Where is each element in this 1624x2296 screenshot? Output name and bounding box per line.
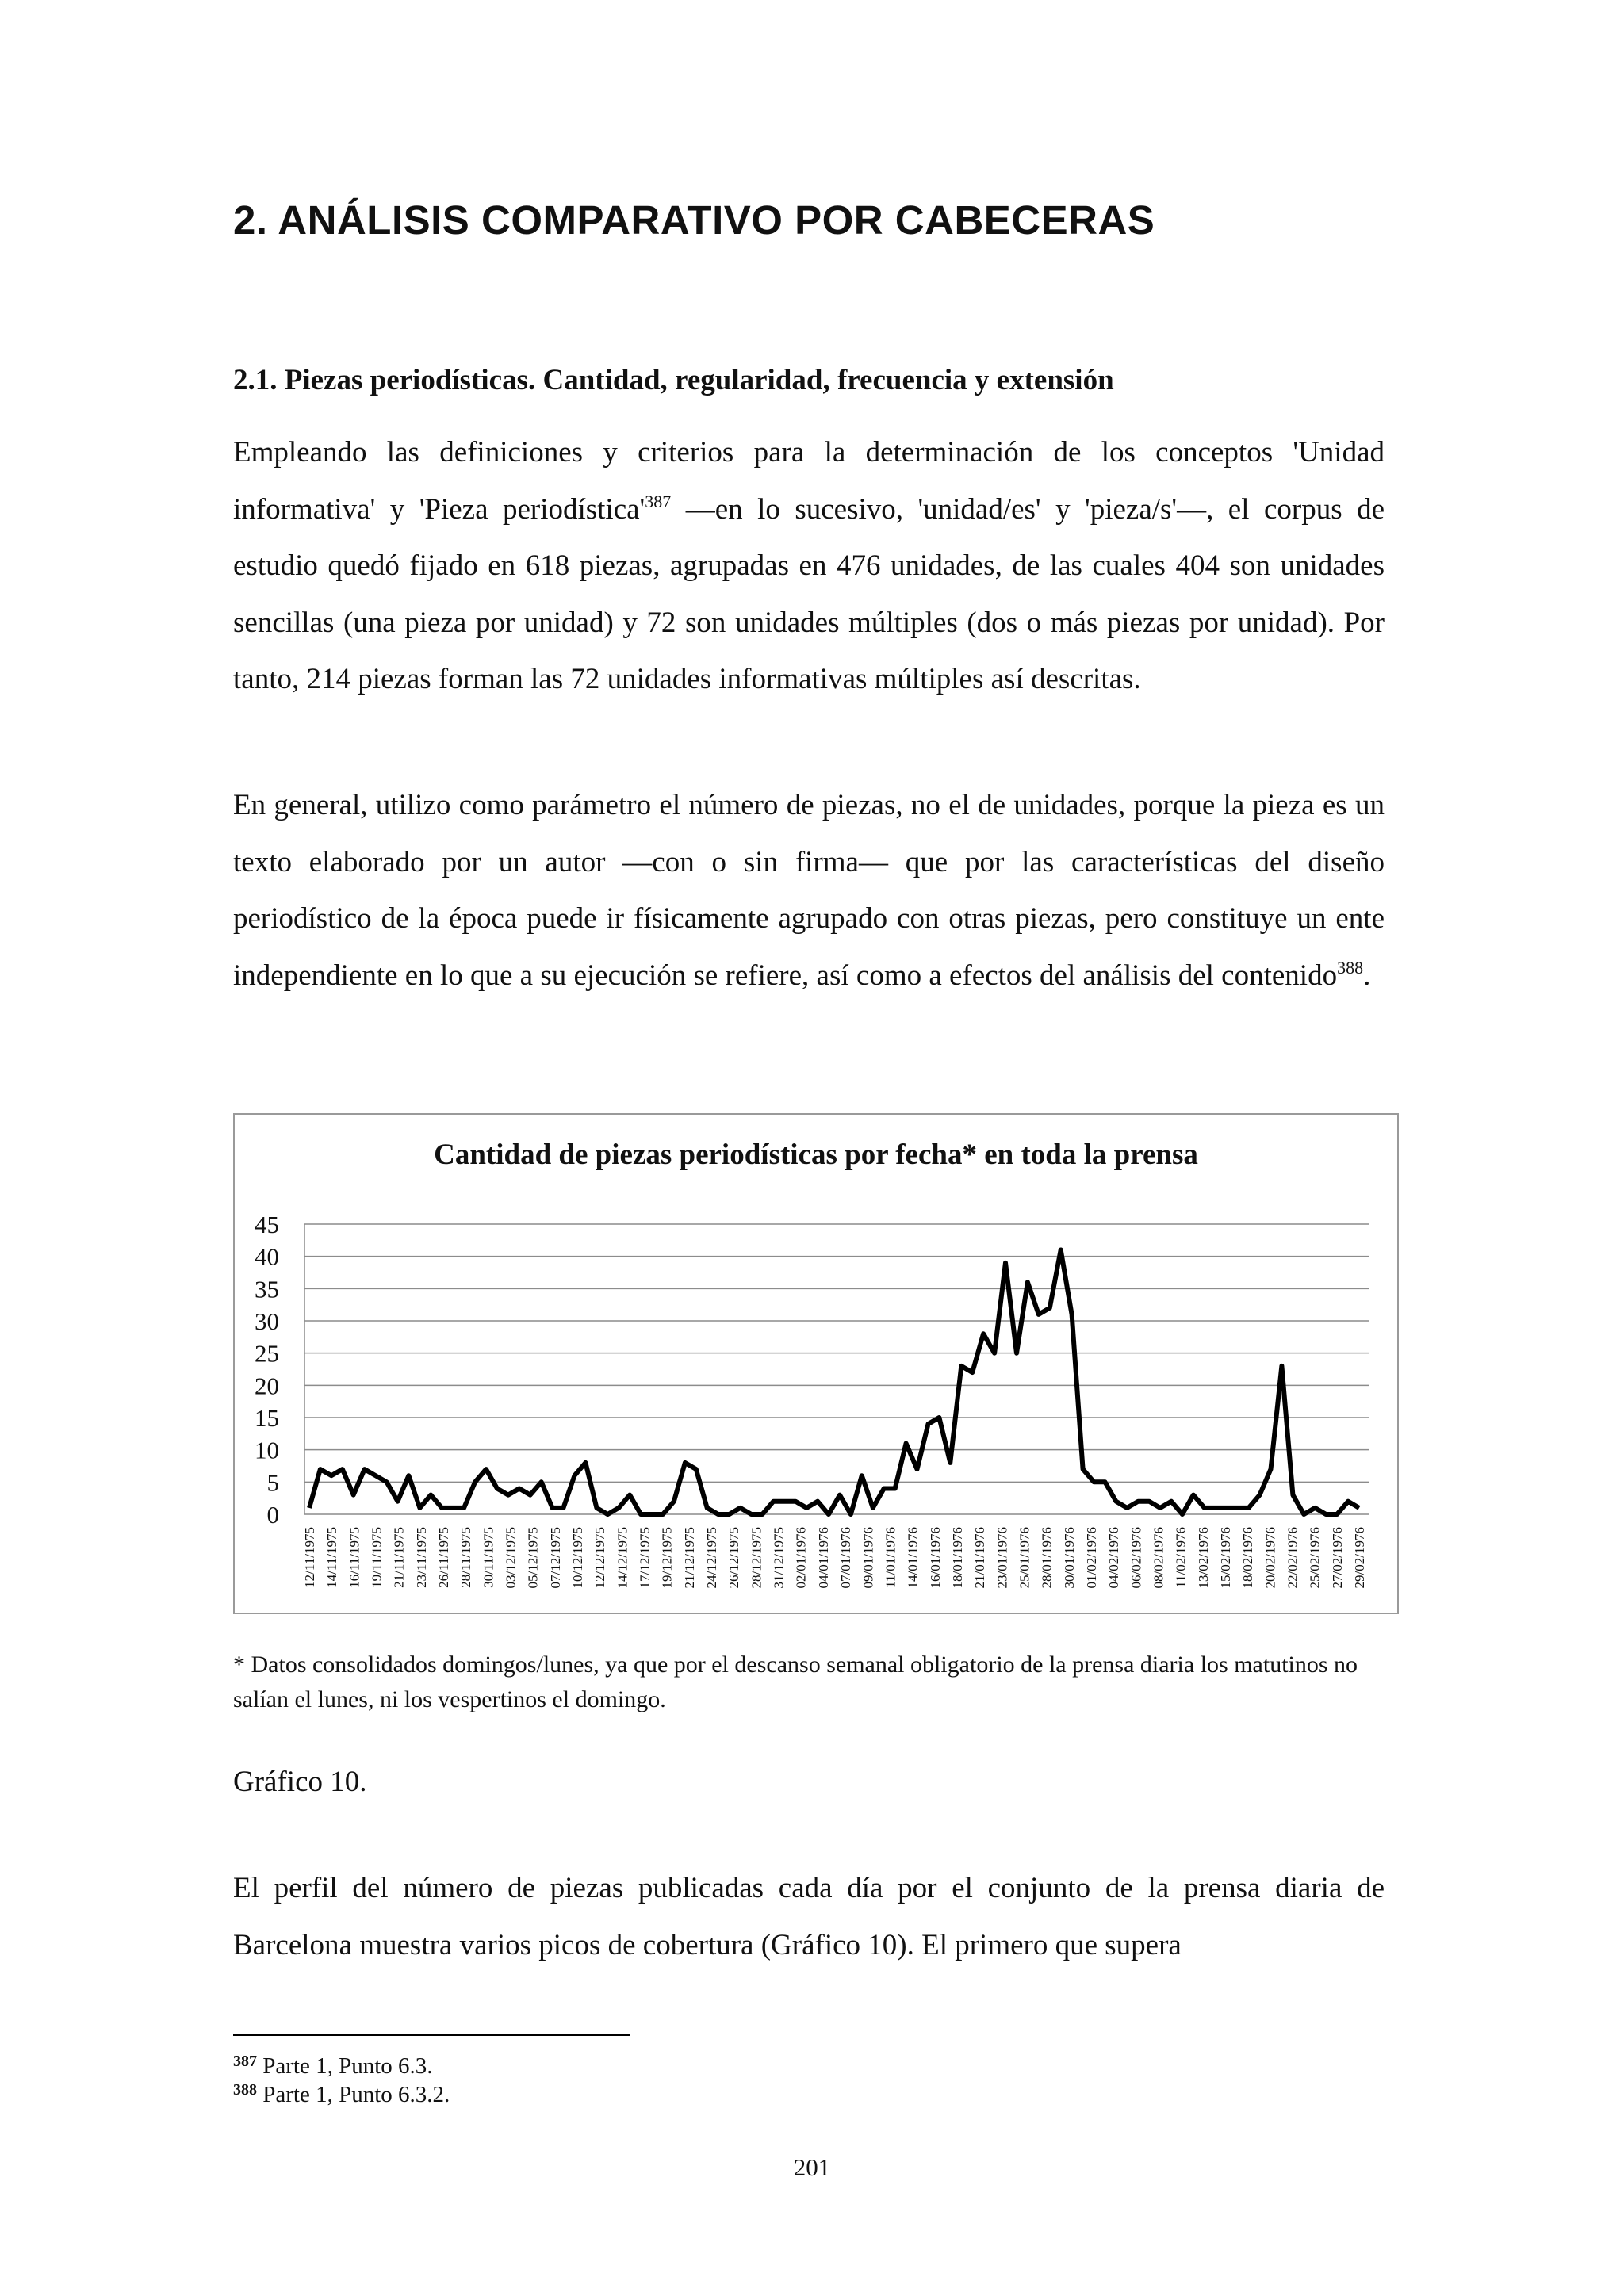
footnote-388 — [233, 2080, 450, 2109]
x-tick-label: 05/12/1975 — [525, 1527, 541, 1589]
x-tick-label: 11/02/1976 — [1173, 1527, 1189, 1588]
x-tick-label: 26/11/1975 — [436, 1527, 452, 1588]
x-tick-label: 16/11/1975 — [347, 1527, 362, 1588]
x-tick-label: 02/01/1976 — [793, 1527, 809, 1589]
x-tick-label: 10/12/1975 — [570, 1527, 586, 1589]
y-tick-label: 25 — [255, 1339, 279, 1368]
y-tick-label: 10 — [255, 1436, 279, 1464]
y-tick-label: 5 — [266, 1468, 279, 1497]
y-tick-label: 20 — [255, 1372, 279, 1400]
line-chart — [235, 1115, 1397, 1613]
x-tick-label: 14/12/1975 — [615, 1527, 630, 1589]
x-tick-label: 29/02/1976 — [1352, 1527, 1367, 1589]
x-tick-label: 07/12/1975 — [547, 1527, 563, 1589]
x-tick-label: 13/02/1976 — [1195, 1527, 1211, 1589]
x-tick-label: 03/12/1975 — [503, 1527, 519, 1589]
x-tick-label: 25/02/1976 — [1307, 1527, 1323, 1589]
x-axis-ticks — [302, 1527, 1367, 1588]
x-tick-label: 17/12/1975 — [637, 1527, 653, 1589]
paragraph-2-text-b: . — [1363, 959, 1371, 992]
x-tick-label: 19/12/1975 — [659, 1527, 675, 1589]
y-tick-label: 15 — [255, 1404, 279, 1432]
x-tick-label: 25/01/1976 — [1017, 1527, 1032, 1589]
x-tick-label: 06/02/1976 — [1128, 1527, 1144, 1589]
x-tick-label: 11/01/1976 — [883, 1527, 898, 1588]
x-tick-label: 12/12/1975 — [592, 1527, 608, 1589]
x-tick-label: 01/02/1976 — [1083, 1527, 1099, 1589]
x-tick-label: 24/12/1975 — [704, 1527, 720, 1589]
y-tick-label: 40 — [255, 1242, 279, 1271]
footnote-387 — [233, 2052, 433, 2080]
x-tick-label: 18/02/1976 — [1240, 1527, 1256, 1589]
x-tick-label: 30/11/1975 — [481, 1527, 496, 1588]
x-tick-label: 04/01/1976 — [815, 1527, 831, 1589]
page-number: 201 — [793, 2153, 831, 2181]
y-axis-ticks — [255, 1211, 279, 1529]
body-paragraph-3: El perfil del número de piezas publicadas cada día por el conjunto de la prensa diaria de Barcelona muestra varios picos de cobertura (Gráfico 10). El primero que supera — [233, 1872, 1385, 1961]
chapter-heading: 2. ANÁLISIS COMPARATIVO POR CABECERAS — [233, 197, 1155, 243]
footnote-number: 387 — [233, 2053, 257, 2070]
x-tick-label: 12/11/1975 — [302, 1527, 317, 1588]
section-heading: 2.1. Piezas periodísticas. Cantidad, regularidad, frecuencia y extensión — [233, 364, 1114, 396]
x-tick-label: 26/12/1975 — [726, 1527, 742, 1589]
chart-note: * Datos consolidados domingos/lunes, ya que por el descanso semanal obligatorio de la prensa diaria los matutinos no salían el lunes, ni los vespertinos el domingo. — [233, 1651, 1358, 1712]
x-tick-label: 14/11/1975 — [324, 1527, 340, 1588]
paragraph-2-text-a: En general, utilizo como parámetro el número de piezas, no el de unidades, porque la pieza es un texto elaborado por un autor —con o sin firma— que por las características del diseño periodístico de la época puede ir físicamente agrupado con otras piezas, pero constituye un ente independiente en lo que a su ejecución se refiere, así como a efectos del análisis del contenido — [233, 789, 1385, 992]
chart-title: Cantidad de piezas periodísticas por fecha* en toda la prensa — [434, 1138, 1198, 1171]
footnote-text: Parte 1, Punto 6.3. — [257, 2053, 433, 2079]
x-tick-label: 28/11/1975 — [458, 1527, 474, 1588]
x-tick-label: 23/11/1975 — [413, 1527, 429, 1588]
footnote-separator — [233, 2034, 630, 2036]
series-line — [309, 1250, 1359, 1515]
x-tick-label: 21/01/1976 — [972, 1527, 988, 1589]
chart-gridlines — [304, 1224, 1369, 1514]
x-tick-label: 14/01/1976 — [905, 1527, 921, 1589]
x-tick-label: 21/12/1975 — [681, 1527, 697, 1589]
x-tick-label: 16/01/1976 — [927, 1527, 943, 1589]
x-tick-label: 04/02/1976 — [1106, 1527, 1122, 1589]
x-tick-label: 07/01/1976 — [838, 1527, 854, 1589]
x-tick-label: 31/12/1975 — [771, 1527, 787, 1589]
x-tick-label: 09/01/1976 — [860, 1527, 876, 1589]
y-tick-label: 30 — [255, 1307, 279, 1335]
x-tick-label: 23/01/1976 — [994, 1527, 1010, 1589]
x-tick-label: 27/02/1976 — [1329, 1527, 1345, 1589]
x-tick-label: 28/01/1976 — [1039, 1527, 1055, 1589]
x-tick-label: 21/11/1975 — [391, 1527, 407, 1588]
x-tick-label: 19/11/1975 — [369, 1527, 385, 1588]
y-tick-label: 45 — [255, 1211, 279, 1238]
x-tick-label: 30/01/1976 — [1061, 1527, 1077, 1589]
footnote-number: 388 — [233, 2081, 257, 2099]
body-paragraph-2 — [233, 777, 1385, 1004]
series-layer — [309, 1250, 1359, 1515]
chart-frame — [233, 1113, 1399, 1614]
footnote-ref-388[interactable]: 388 — [1337, 957, 1364, 978]
y-tick-label: 0 — [266, 1501, 279, 1529]
paragraph-1-text-a: Empleando las definiciones y criterios para la determinación de los conceptos 'Unidad informativa' y 'Pieza periodística' — [233, 436, 1385, 526]
body-paragraph-1 — [233, 424, 1385, 708]
x-tick-label: 20/02/1976 — [1262, 1527, 1278, 1589]
x-tick-label: 22/02/1976 — [1285, 1527, 1300, 1589]
x-tick-label: 15/02/1976 — [1217, 1527, 1233, 1589]
x-tick-label: 18/01/1976 — [949, 1527, 965, 1589]
footnote-ref-387[interactable]: 387 — [645, 491, 672, 511]
footnote-text: Parte 1, Punto 6.3.2. — [257, 2082, 450, 2107]
paragraph-1-text-b: —en lo sucesivo, 'unidad/es' y 'pieza/s'—, el corpus de estudio quedó fijado en 618 piezas, agrupadas en 476 unidades, de las cuales 404 son unidades sencillas (una pieza por unidad) y 72 son unidades múltiples (dos o más piezas por unidad). Por tanto, 214 piezas forman las 72 unidades informativas múltiples así descritas. — [233, 492, 1385, 695]
figure-caption: Gráfico 10. — [233, 1766, 367, 1798]
y-tick-label: 35 — [255, 1275, 279, 1303]
x-tick-label: 28/12/1975 — [749, 1527, 764, 1589]
x-tick-label: 08/02/1976 — [1151, 1527, 1166, 1589]
